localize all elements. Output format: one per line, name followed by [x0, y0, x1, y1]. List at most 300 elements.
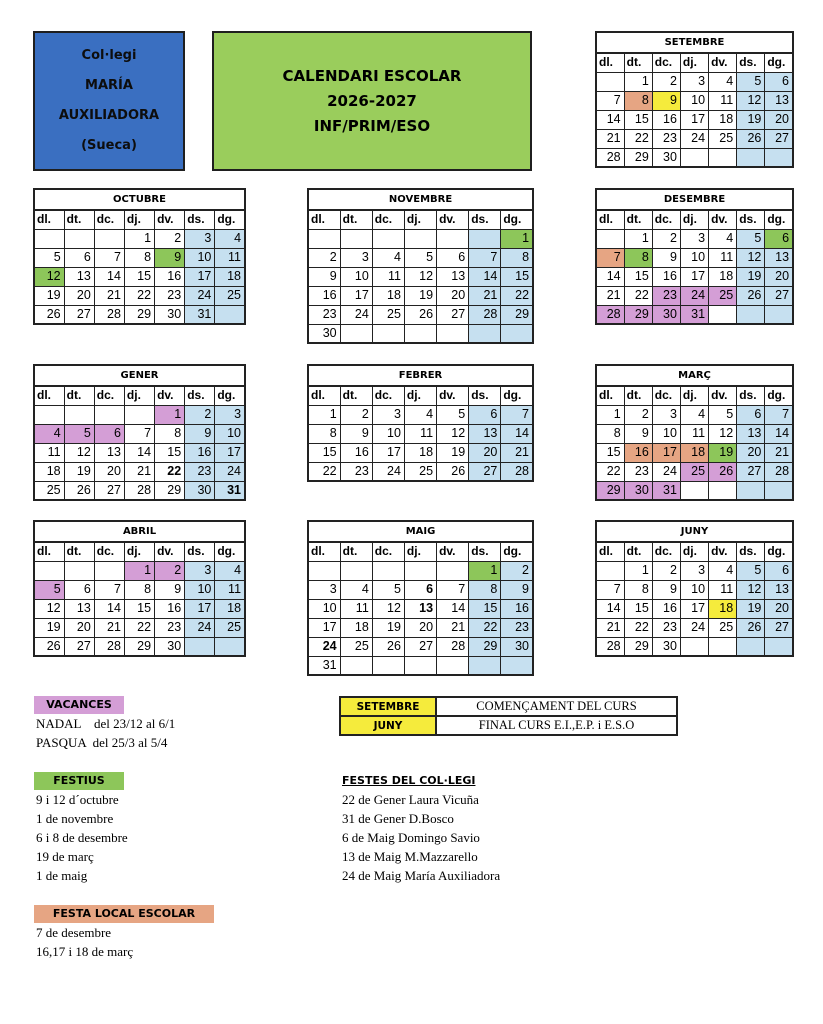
day-cell: 4: [680, 405, 708, 424]
day-cell: [308, 229, 340, 248]
legend-vacances-line: PASQUA del 25/3 al 5/4: [36, 735, 168, 750]
day-cell: 29: [501, 305, 533, 324]
week-row: [308, 580, 533, 599]
day-cell: 3: [185, 229, 215, 248]
day-cell: 16: [652, 267, 680, 286]
day-cell: [765, 305, 793, 324]
day-cell: 9: [185, 424, 215, 443]
legend-festa-local-label: FESTA LOCAL ESCOLAR: [34, 905, 214, 923]
day-header: dv.: [709, 210, 737, 229]
day-cell: [64, 405, 94, 424]
day-cell: 4: [372, 248, 404, 267]
day-cell: 9: [624, 424, 652, 443]
day-cell: 4: [709, 72, 737, 91]
day-cell: [64, 561, 94, 580]
week-row: [596, 267, 793, 286]
day-cell: 14: [501, 424, 533, 443]
day-cell: [501, 656, 533, 675]
day-cell: [737, 148, 765, 167]
day-cell: 22: [501, 286, 533, 305]
day-cell: 26: [737, 618, 765, 637]
day-cell: 6: [765, 561, 793, 580]
day-cell: 13: [469, 424, 501, 443]
day-cell: [124, 405, 154, 424]
calendar-title-box: [212, 31, 532, 171]
day-cell: 15: [155, 443, 185, 462]
day-cell: 9: [340, 424, 372, 443]
day-cell: 7: [94, 580, 124, 599]
day-header-row: [596, 53, 793, 72]
legend-festa-local-line: 7 de desembre: [36, 925, 112, 940]
day-header: dl.: [34, 210, 64, 229]
month-name: GENER: [34, 365, 245, 386]
day-cell: 16: [652, 110, 680, 129]
day-cell: 7: [765, 405, 793, 424]
day-cell: 23: [652, 286, 680, 305]
day-cell: [596, 72, 624, 91]
day-header: dt.: [64, 386, 94, 405]
day-cell: 23: [501, 618, 533, 637]
day-cell: 8: [155, 424, 185, 443]
month-name: ABRIL: [34, 521, 245, 542]
day-cell: 5: [34, 248, 64, 267]
day-cell: [709, 148, 737, 167]
day-cell: [64, 229, 94, 248]
day-header: dl.: [596, 210, 624, 229]
week-row: [308, 286, 533, 305]
week-row: [596, 229, 793, 248]
day-cell: 17: [215, 443, 245, 462]
day-cell: 24: [308, 637, 340, 656]
day-cell: 8: [624, 248, 652, 267]
day-cell: 30: [501, 637, 533, 656]
day-cell: 30: [308, 324, 340, 343]
day-cell: 13: [94, 443, 124, 462]
day-cell: 22: [624, 618, 652, 637]
day-cell: 14: [469, 267, 501, 286]
day-cell: 22: [624, 129, 652, 148]
day-cell: 2: [624, 405, 652, 424]
day-cell: [469, 324, 501, 343]
day-cell: 6: [437, 248, 469, 267]
day-cell: 1: [308, 405, 340, 424]
title-line: CALENDARI ESCOLAR: [282, 66, 462, 85]
day-cell: 5: [437, 405, 469, 424]
day-header: dt.: [624, 53, 652, 72]
day-cell: 1: [624, 561, 652, 580]
day-cell: 5: [709, 405, 737, 424]
week-row: [596, 561, 793, 580]
legend-vacances-line: NADAL del 23/12 al 6/1: [36, 716, 176, 731]
day-cell: 16: [155, 599, 185, 618]
day-cell: 28: [765, 462, 793, 481]
week-row: [308, 405, 533, 424]
day-header: dc.: [652, 542, 680, 561]
day-cell: 8: [624, 91, 652, 110]
day-header: dj.: [680, 53, 708, 72]
day-cell: 9: [155, 248, 185, 267]
week-row: [308, 462, 533, 481]
day-cell: 3: [680, 229, 708, 248]
day-cell: 18: [215, 599, 245, 618]
day-header: ds.: [185, 386, 215, 405]
day-cell: 5: [34, 580, 64, 599]
day-header: dc.: [372, 542, 404, 561]
week-row: [308, 267, 533, 286]
day-cell: 25: [34, 481, 64, 500]
week-row: [596, 305, 793, 324]
day-cell: [469, 229, 501, 248]
day-cell: 21: [94, 618, 124, 637]
day-cell: 9: [652, 248, 680, 267]
day-cell: 25: [215, 618, 245, 637]
day-header-row: [308, 542, 533, 561]
day-cell: 29: [155, 481, 185, 500]
day-cell: 21: [596, 129, 624, 148]
day-header: dt.: [340, 210, 372, 229]
day-cell: 28: [596, 305, 624, 324]
day-cell: 9: [652, 91, 680, 110]
day-header-row: [596, 210, 793, 229]
day-header: ds.: [737, 210, 765, 229]
day-cell: [340, 561, 372, 580]
day-header: dt.: [624, 386, 652, 405]
day-cell: 2: [185, 405, 215, 424]
day-header: dg.: [501, 210, 533, 229]
day-header: dl.: [308, 386, 340, 405]
week-row: [34, 229, 245, 248]
day-header-row: [34, 210, 245, 229]
day-cell: 19: [737, 110, 765, 129]
week-row: [596, 148, 793, 167]
day-cell: 21: [596, 286, 624, 305]
day-header: dg.: [765, 210, 793, 229]
month-table-setembre: [595, 31, 794, 168]
day-header: dv.: [437, 542, 469, 561]
day-cell: 6: [94, 424, 124, 443]
month-table-gener: [33, 364, 246, 501]
legend-festius-line: 19 de març: [36, 849, 94, 864]
day-cell: 13: [765, 248, 793, 267]
day-cell: 24: [340, 305, 372, 324]
day-cell: 30: [624, 481, 652, 500]
day-cell: [372, 324, 404, 343]
day-cell: 10: [185, 580, 215, 599]
month-table-juny: [595, 520, 794, 657]
day-header: dl.: [34, 386, 64, 405]
day-cell: 5: [404, 248, 436, 267]
day-cell: 1: [624, 72, 652, 91]
day-cell: 19: [709, 443, 737, 462]
day-cell: 6: [64, 248, 94, 267]
day-cell: [680, 481, 708, 500]
day-header: dc.: [94, 210, 124, 229]
key-row: [340, 716, 677, 735]
day-header: dj.: [404, 542, 436, 561]
day-cell: 2: [155, 561, 185, 580]
day-cell: 12: [34, 599, 64, 618]
day-cell: 24: [680, 618, 708, 637]
day-cell: [709, 481, 737, 500]
day-cell: 28: [94, 305, 124, 324]
day-cell: 12: [34, 267, 64, 286]
day-cell: 7: [124, 424, 154, 443]
day-cell: [94, 405, 124, 424]
day-header-row: [308, 386, 533, 405]
day-header: dv.: [155, 210, 185, 229]
day-cell: 26: [709, 462, 737, 481]
day-cell: 2: [308, 248, 340, 267]
day-cell: 27: [737, 462, 765, 481]
day-cell: 15: [124, 599, 154, 618]
day-cell: 24: [652, 462, 680, 481]
day-cell: 5: [737, 72, 765, 91]
day-cell: 5: [372, 580, 404, 599]
day-cell: 19: [737, 267, 765, 286]
title-line: INF/PRIM/ESO: [313, 116, 431, 135]
day-cell: 31: [308, 656, 340, 675]
day-header: dv.: [709, 386, 737, 405]
day-cell: [372, 229, 404, 248]
week-row: [308, 656, 533, 675]
day-cell: 11: [709, 580, 737, 599]
school-name-line: (Sueca): [81, 138, 137, 153]
week-row: [596, 91, 793, 110]
day-header: dv.: [155, 386, 185, 405]
week-row: [596, 424, 793, 443]
day-cell: [215, 637, 245, 656]
day-cell: 10: [680, 580, 708, 599]
day-cell: 26: [404, 305, 436, 324]
week-row: [308, 561, 533, 580]
day-cell: 17: [372, 443, 404, 462]
month-name: FEBRER: [308, 365, 533, 386]
day-cell: 22: [124, 286, 154, 305]
day-cell: 4: [340, 580, 372, 599]
day-cell: 18: [709, 599, 737, 618]
day-cell: [765, 148, 793, 167]
day-header: dl.: [596, 386, 624, 405]
month-name: SETEMBRE: [596, 32, 793, 53]
day-cell: 26: [437, 462, 469, 481]
week-row: [34, 305, 245, 324]
day-cell: 19: [372, 618, 404, 637]
day-cell: [340, 229, 372, 248]
day-cell: 19: [437, 443, 469, 462]
day-cell: 27: [765, 618, 793, 637]
day-cell: 1: [155, 405, 185, 424]
day-cell: [34, 405, 64, 424]
week-row: [34, 618, 245, 637]
day-header: dg.: [765, 542, 793, 561]
day-cell: [469, 656, 501, 675]
day-cell: 21: [124, 462, 154, 481]
day-cell: [404, 561, 436, 580]
day-cell: 6: [737, 405, 765, 424]
week-row: [34, 462, 245, 481]
day-cell: 8: [469, 580, 501, 599]
day-cell: 29: [469, 637, 501, 656]
day-header: dv.: [709, 53, 737, 72]
day-cell: 5: [64, 424, 94, 443]
day-header: dt.: [624, 542, 652, 561]
week-row: [308, 637, 533, 656]
day-cell: 10: [372, 424, 404, 443]
day-cell: 28: [94, 637, 124, 656]
day-header: dg.: [215, 210, 245, 229]
day-cell: [34, 229, 64, 248]
day-cell: 11: [680, 424, 708, 443]
day-cell: [340, 656, 372, 675]
school-name-line: Col·legi: [81, 48, 137, 63]
day-cell: 24: [680, 129, 708, 148]
week-row: [596, 618, 793, 637]
day-cell: 7: [596, 580, 624, 599]
legend-festius-line: 9 i 12 d´octubre: [36, 792, 119, 807]
day-header: dc.: [652, 386, 680, 405]
day-header: dg.: [215, 386, 245, 405]
day-cell: 18: [680, 443, 708, 462]
day-cell: 25: [372, 305, 404, 324]
day-cell: 15: [308, 443, 340, 462]
week-row: [34, 481, 245, 500]
day-cell: 21: [469, 286, 501, 305]
legend-festes-colegi-line: 31 de Gener D.Bosco: [342, 811, 454, 826]
day-cell: 4: [709, 561, 737, 580]
day-header: dl.: [34, 542, 64, 561]
day-cell: 21: [765, 443, 793, 462]
day-cell: 18: [709, 110, 737, 129]
week-row: [596, 481, 793, 500]
day-cell: [737, 481, 765, 500]
month-table-desembre: [595, 188, 794, 325]
day-cell: 12: [372, 599, 404, 618]
day-cell: 28: [596, 148, 624, 167]
day-header: dv.: [437, 386, 469, 405]
day-cell: [596, 561, 624, 580]
legend-festes-colegi-label: FESTES DEL COL·LEGI: [342, 774, 476, 787]
day-cell: 29: [124, 305, 154, 324]
day-cell: 8: [596, 424, 624, 443]
day-cell: 10: [340, 267, 372, 286]
day-header-row: [34, 386, 245, 405]
day-cell: 13: [437, 267, 469, 286]
day-cell: [596, 229, 624, 248]
week-row: [34, 443, 245, 462]
day-cell: 15: [501, 267, 533, 286]
day-cell: 3: [340, 248, 372, 267]
day-cell: 23: [652, 618, 680, 637]
day-header: dt.: [64, 210, 94, 229]
day-cell: 11: [340, 599, 372, 618]
day-header: dv.: [155, 542, 185, 561]
day-cell: 21: [437, 618, 469, 637]
day-header: dc.: [372, 210, 404, 229]
day-cell: 29: [124, 637, 154, 656]
day-cell: 18: [34, 462, 64, 481]
day-cell: 19: [34, 286, 64, 305]
day-cell: 25: [709, 286, 737, 305]
day-cell: 25: [215, 286, 245, 305]
day-cell: 11: [404, 424, 436, 443]
day-cell: 17: [308, 618, 340, 637]
day-header: dv.: [437, 210, 469, 229]
day-cell: 17: [680, 599, 708, 618]
day-cell: 31: [680, 305, 708, 324]
day-cell: 7: [596, 248, 624, 267]
day-cell: 22: [308, 462, 340, 481]
day-cell: 2: [652, 229, 680, 248]
day-cell: 24: [185, 286, 215, 305]
day-cell: 18: [372, 286, 404, 305]
day-cell: 22: [469, 618, 501, 637]
day-cell: 25: [404, 462, 436, 481]
legend-festes-colegi-line: 24 de Maig María Auxiliadora: [342, 868, 501, 883]
day-cell: 13: [765, 580, 793, 599]
day-cell: 11: [215, 248, 245, 267]
week-row: [34, 405, 245, 424]
day-cell: 22: [624, 286, 652, 305]
day-cell: 4: [709, 229, 737, 248]
day-cell: 30: [155, 305, 185, 324]
day-cell: 27: [64, 305, 94, 324]
day-cell: 18: [709, 267, 737, 286]
day-cell: [404, 324, 436, 343]
day-cell: 13: [404, 599, 436, 618]
day-header: dg.: [501, 542, 533, 561]
day-cell: 14: [94, 267, 124, 286]
day-cell: [94, 561, 124, 580]
day-cell: [709, 305, 737, 324]
day-cell: 25: [680, 462, 708, 481]
day-cell: 15: [596, 443, 624, 462]
day-cell: [680, 148, 708, 167]
day-cell: [215, 305, 245, 324]
day-cell: 1: [124, 229, 154, 248]
day-cell: [404, 229, 436, 248]
week-row: [308, 248, 533, 267]
month-table-octubre: [33, 188, 246, 325]
day-cell: 21: [94, 286, 124, 305]
day-cell: 7: [94, 248, 124, 267]
day-cell: 31: [652, 481, 680, 500]
day-cell: [404, 656, 436, 675]
day-cell: 20: [64, 618, 94, 637]
day-cell: 12: [64, 443, 94, 462]
day-cell: 17: [185, 599, 215, 618]
key-description: COMENÇAMENT DEL CURS: [436, 697, 677, 716]
week-row: [596, 248, 793, 267]
day-cell: 2: [501, 561, 533, 580]
day-cell: 12: [709, 424, 737, 443]
day-cell: 23: [155, 618, 185, 637]
week-row: [34, 561, 245, 580]
month-table-maig: [307, 520, 534, 676]
day-header: dc.: [372, 386, 404, 405]
day-cell: 8: [124, 580, 154, 599]
day-cell: 4: [215, 561, 245, 580]
day-cell: 3: [185, 561, 215, 580]
day-cell: 29: [624, 637, 652, 656]
day-cell: 17: [680, 110, 708, 129]
day-cell: [437, 229, 469, 248]
day-cell: 10: [680, 248, 708, 267]
title-line: 2026-2027: [327, 91, 417, 110]
legend-festius-line: 6 i 8 de desembre: [36, 830, 128, 845]
day-cell: 30: [652, 305, 680, 324]
day-cell: 1: [624, 229, 652, 248]
day-cell: 19: [737, 599, 765, 618]
